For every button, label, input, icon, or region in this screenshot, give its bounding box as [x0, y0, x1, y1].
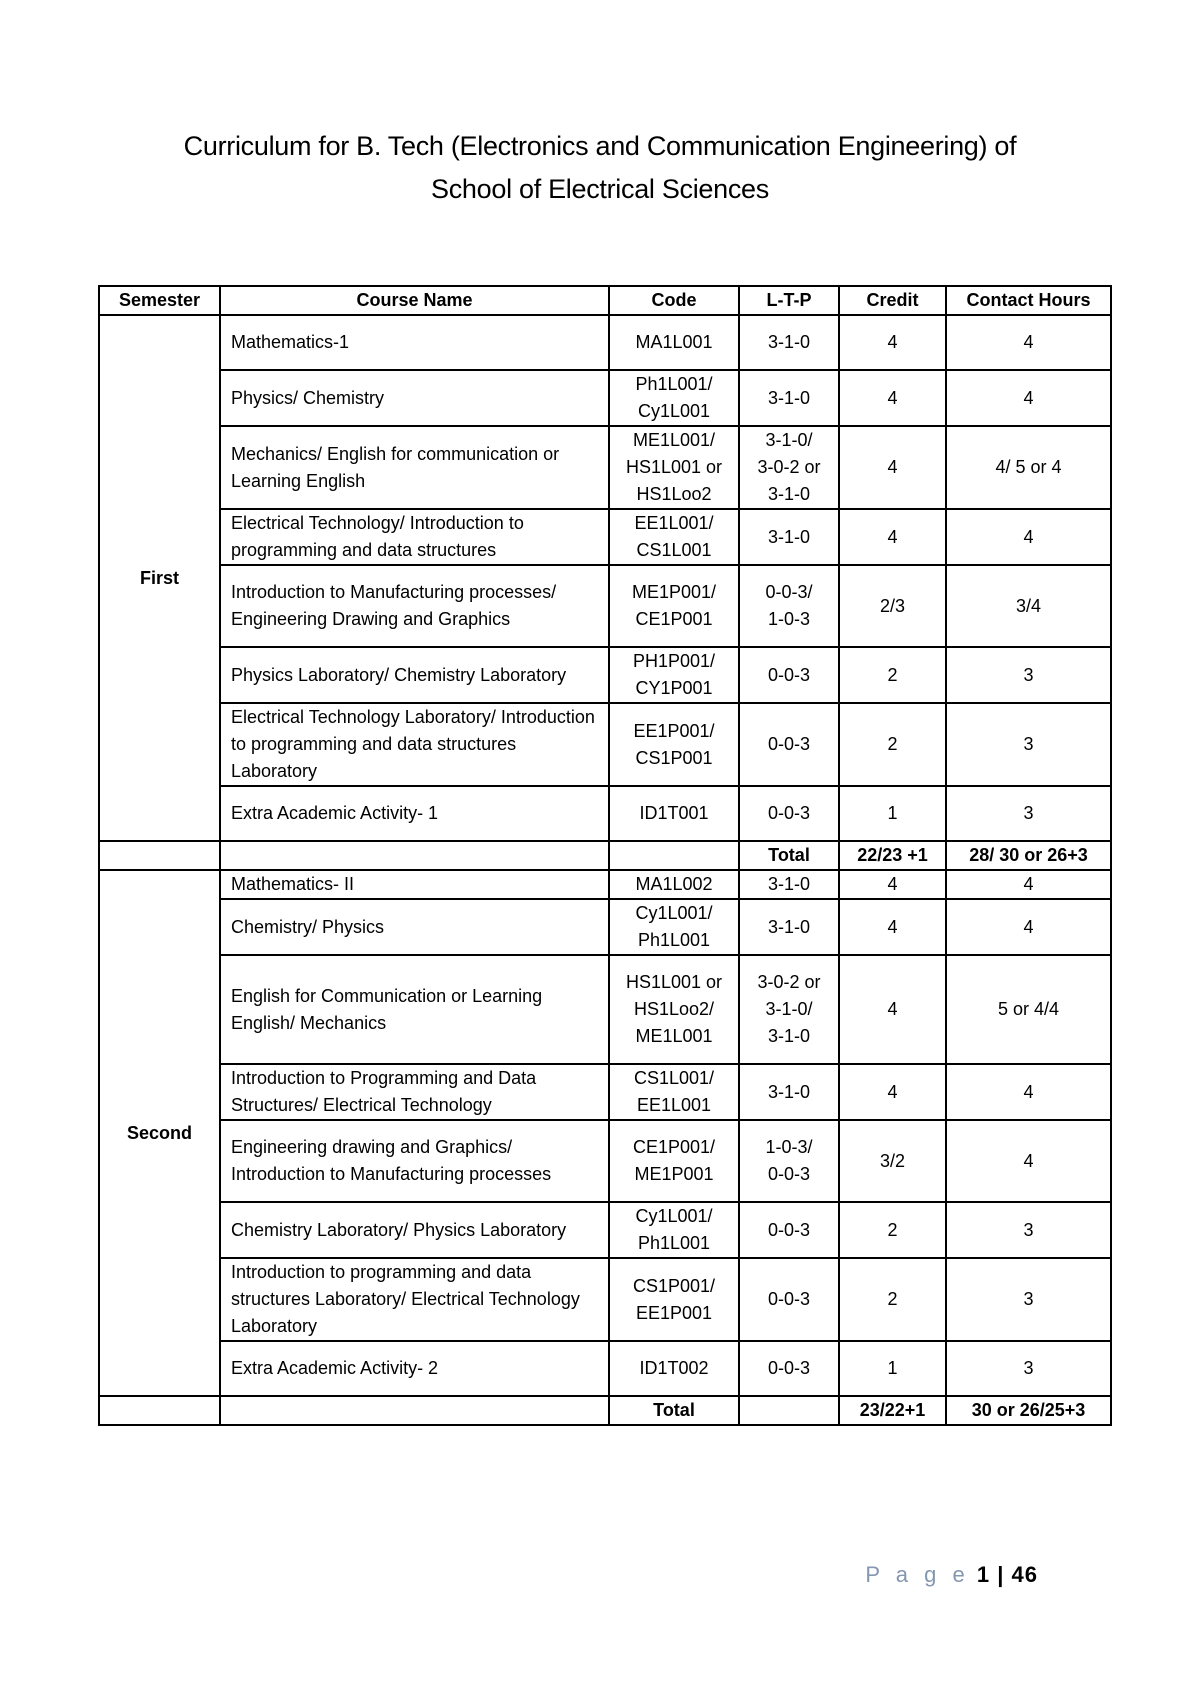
- course-credit: 4: [839, 509, 946, 565]
- course-hours: 3: [946, 1202, 1111, 1258]
- course-credit: 4: [839, 870, 946, 899]
- course-name: Chemistry Laboratory/ Physics Laboratory: [220, 1202, 609, 1258]
- course-ltp: 0-0-3: [739, 647, 839, 703]
- total-hours: 30 or 26/25+3: [946, 1396, 1111, 1425]
- header-semester: Semester: [99, 286, 220, 315]
- table-row: [99, 1120, 1111, 1202]
- course-code: MA1L002: [609, 870, 739, 899]
- course-hours: 3/4: [946, 565, 1111, 647]
- course-name: Introduction to Programming and Data Structures/ Electrical Technology: [220, 1064, 609, 1120]
- total-hours: 28/ 30 or 26+3: [946, 841, 1111, 870]
- course-ltp: 3-1-0/ 3-0-2 or 3-1-0: [739, 426, 839, 509]
- course-name: Physics/ Chemistry: [220, 370, 609, 426]
- course-code: Cy1L001/ Ph1L001: [609, 1202, 739, 1258]
- course-name: Mathematics- II: [220, 870, 609, 899]
- table-row: [99, 955, 1111, 1064]
- course-credit: 1: [839, 786, 946, 841]
- course-code: CS1P001/ EE1P001: [609, 1258, 739, 1341]
- course-credit: 1: [839, 1341, 946, 1396]
- course-ltp: 0-0-3: [739, 1341, 839, 1396]
- course-name: Electrical Technology Laboratory/ Introduction to programming and data structures Laboratory: [220, 703, 609, 786]
- course-hours: 4: [946, 1120, 1111, 1202]
- course-credit: 4: [839, 899, 946, 955]
- course-credit: 2: [839, 703, 946, 786]
- header-credit: Credit: [839, 286, 946, 315]
- table-row: [99, 1341, 1111, 1396]
- course-hours: 4: [946, 899, 1111, 955]
- empty-cell: [220, 1396, 609, 1425]
- course-hours: 3: [946, 786, 1111, 841]
- table-row: [99, 1202, 1111, 1258]
- course-ltp: 3-1-0: [739, 315, 839, 370]
- course-code: MA1L001: [609, 315, 739, 370]
- course-credit: 3/2: [839, 1120, 946, 1202]
- course-hours: 4: [946, 1064, 1111, 1120]
- course-name: Mathematics-1: [220, 315, 609, 370]
- course-credit: 2: [839, 1202, 946, 1258]
- table-row: [99, 647, 1111, 703]
- course-code: EE1P001/ CS1P001: [609, 703, 739, 786]
- empty-cell: [220, 841, 609, 870]
- course-name: Introduction to programming and data structures Laboratory/ Electrical Technology Laboratory: [220, 1258, 609, 1341]
- course-code: HS1L001 or HS1Loo2/ ME1L001: [609, 955, 739, 1064]
- header-ltp: L-T-P: [739, 286, 839, 315]
- course-hours: 4: [946, 370, 1111, 426]
- course-ltp: 3-1-0: [739, 1064, 839, 1120]
- course-credit: 4: [839, 426, 946, 509]
- course-code: ID1T001: [609, 786, 739, 841]
- total-row: [99, 841, 1111, 870]
- table-row: [99, 426, 1111, 509]
- course-code: Cy1L001/ Ph1L001: [609, 899, 739, 955]
- course-code: ME1P001/ CE1P001: [609, 565, 739, 647]
- total-credit: 22/23 +1: [839, 841, 946, 870]
- page-separator: |: [997, 1562, 1005, 1587]
- page-number: 1: [976, 1562, 991, 1587]
- course-name: Electrical Technology/ Introduction to programming and data structures: [220, 509, 609, 565]
- course-credit: 4: [839, 955, 946, 1064]
- table-row: [99, 899, 1111, 955]
- course-hours: 4: [946, 509, 1111, 565]
- course-hours: 4/ 5 or 4: [946, 426, 1111, 509]
- course-name: Engineering drawing and Graphics/ Introduction to Manufacturing processes: [220, 1120, 609, 1202]
- course-credit: 2: [839, 1258, 946, 1341]
- header-course-name: Course Name: [220, 286, 609, 315]
- semester-second: Second: [99, 870, 220, 1396]
- course-name: Mechanics/ English for communication or Learning English: [220, 426, 609, 509]
- title-line-2: School of Electrical Sciences: [431, 174, 769, 204]
- course-code: CE1P001/ ME1P001: [609, 1120, 739, 1202]
- document-title: [0, 125, 1200, 211]
- course-code: ID1T002: [609, 1341, 739, 1396]
- course-hours: 3: [946, 703, 1111, 786]
- course-name: English for Communication or Learning English/ Mechanics: [220, 955, 609, 1064]
- course-code: CS1L001/ EE1L001: [609, 1064, 739, 1120]
- table-row: [99, 1064, 1111, 1120]
- empty-cell: [609, 841, 739, 870]
- empty-cell: [99, 841, 220, 870]
- course-name: Physics Laboratory/ Chemistry Laboratory: [220, 647, 609, 703]
- table-row: [99, 703, 1111, 786]
- header-code: Code: [609, 286, 739, 315]
- page-word: P a g e: [865, 1562, 970, 1587]
- course-hours: 4: [946, 315, 1111, 370]
- table-header-row: [99, 286, 1111, 315]
- course-ltp: 0-0-3: [739, 703, 839, 786]
- semester-first: First: [99, 315, 220, 841]
- course-hours: 3: [946, 1258, 1111, 1341]
- total-credit: 23/22+1: [839, 1396, 946, 1425]
- course-ltp: 3-1-0: [739, 370, 839, 426]
- course-ltp: 3-1-0: [739, 509, 839, 565]
- course-name: Chemistry/ Physics: [220, 899, 609, 955]
- course-hours: 4: [946, 870, 1111, 899]
- curriculum-table: [98, 285, 1112, 1426]
- course-ltp: 3-1-0: [739, 899, 839, 955]
- course-credit: 2: [839, 647, 946, 703]
- page-footer: [865, 1562, 1038, 1588]
- course-name: Introduction to Manufacturing processes/ Engineering Drawing and Graphics: [220, 565, 609, 647]
- empty-cell: [99, 1396, 220, 1425]
- total-row: [99, 1396, 1111, 1425]
- course-credit: 4: [839, 315, 946, 370]
- course-ltp: 0-0-3: [739, 786, 839, 841]
- header-contact-hours: Contact Hours: [946, 286, 1111, 315]
- title-line-1: Curriculum for B. Tech (Electronics and Communication Engineering) of: [183, 131, 1017, 161]
- course-name: Extra Academic Activity- 2: [220, 1341, 609, 1396]
- table-row: [99, 565, 1111, 647]
- course-ltp: 1-0-3/ 0-0-3: [739, 1120, 839, 1202]
- table-row: [99, 870, 1111, 899]
- course-ltp: 0-0-3/ 1-0-3: [739, 565, 839, 647]
- table-row: [99, 509, 1111, 565]
- course-code: ME1L001/ HS1L001 or HS1Loo2: [609, 426, 739, 509]
- course-hours: 3: [946, 1341, 1111, 1396]
- total-pages: 46: [1011, 1562, 1038, 1587]
- course-credit: 4: [839, 370, 946, 426]
- course-ltp: 0-0-3: [739, 1258, 839, 1341]
- total-label: Total: [739, 841, 839, 870]
- table-row: [99, 315, 1111, 370]
- course-ltp: 3-0-2 or 3-1-0/ 3-1-0: [739, 955, 839, 1064]
- table-row: [99, 370, 1111, 426]
- course-hours: 3: [946, 647, 1111, 703]
- course-code: PH1P001/ CY1P001: [609, 647, 739, 703]
- table-row: [99, 786, 1111, 841]
- total-label: Total: [609, 1396, 739, 1425]
- course-ltp: 3-1-0: [739, 870, 839, 899]
- course-code: EE1L001/ CS1L001: [609, 509, 739, 565]
- table-row: [99, 1258, 1111, 1341]
- course-ltp: 0-0-3: [739, 1202, 839, 1258]
- empty-cell: [739, 1396, 839, 1425]
- course-credit: 4: [839, 1064, 946, 1120]
- course-code: Ph1L001/ Cy1L001: [609, 370, 739, 426]
- course-hours: 5 or 4/4: [946, 955, 1111, 1064]
- course-name: Extra Academic Activity- 1: [220, 786, 609, 841]
- course-credit: 2/3: [839, 565, 946, 647]
